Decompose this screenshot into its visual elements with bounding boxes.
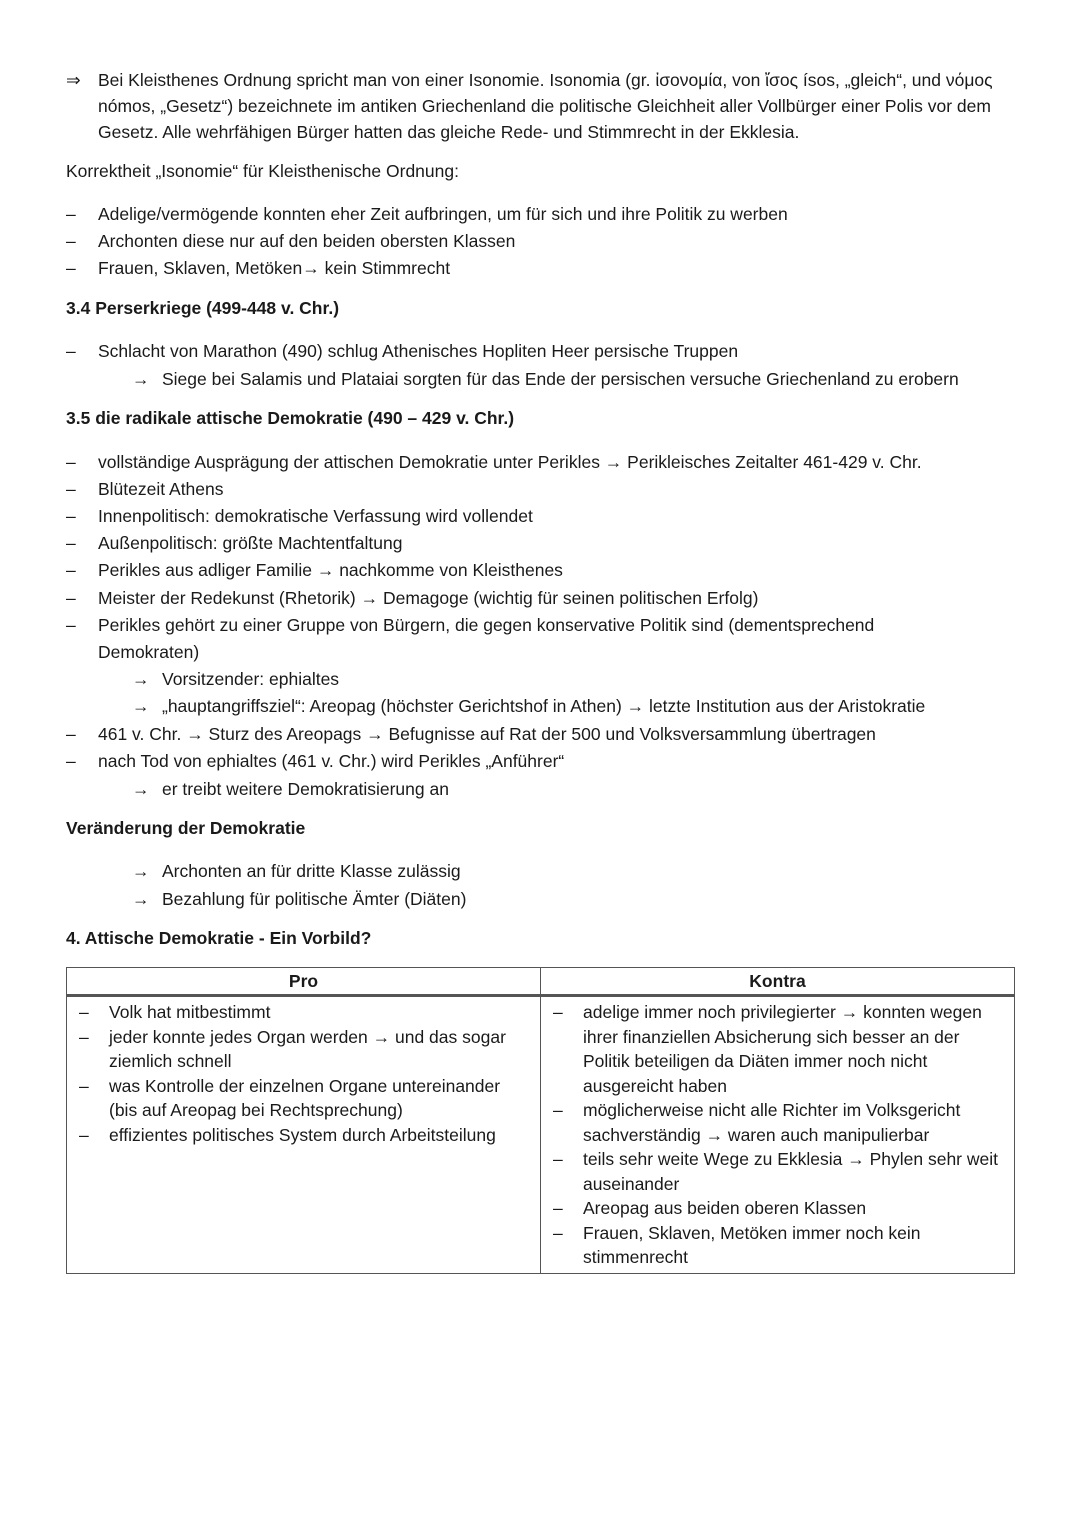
list-item: – Innenpolitisch: demokratische Verfassung wird vollendet bbox=[66, 506, 533, 526]
sub-item: → Vorsitzender: ephialtes bbox=[132, 666, 339, 693]
list-item: – 461 v. Chr. → Sturz des Areopags → Befugnisse auf Rat der 500 und Volksversammlung übertragen bbox=[66, 724, 876, 744]
pro-header: Pro bbox=[67, 968, 541, 996]
sub-item: → er treibt weitere Demokratisierung an bbox=[132, 776, 449, 803]
list-item: – Schlacht von Marathon (490) schlug Athenisches Hopliten Heer persische Truppen bbox=[66, 341, 739, 361]
section-heading-veraenderung: Veränderung der Demokratie bbox=[66, 818, 306, 838]
list-item: – vollständige Ausprägung der attischen Demokratie unter Perikles → Perikleisches Zeitalter 461-429 v. Chr. bbox=[66, 452, 922, 472]
arrow-icon: → bbox=[132, 779, 150, 799]
pro-kontra-table bbox=[66, 967, 1015, 1274]
list-item: – Meister der Redekunst (Rhetorik) → Demagoge (wichtig für seinen politischen Erfolg) bbox=[66, 588, 759, 608]
kontra-cell bbox=[541, 996, 1015, 1274]
list-item: – Blütezeit Athens bbox=[66, 479, 224, 499]
pro-item: – effizientes politisches System durch Arbeitsteilung bbox=[79, 1124, 496, 1145]
pro-item: – was Kontrolle der einzelnen Organe untereinander (bis auf Areopag bei Rechtsprechung) bbox=[79, 1075, 501, 1120]
section-heading-vorbild: 4. Attische Demokratie - Ein Vorbild? bbox=[66, 928, 372, 948]
list-item: – Archonten diese nur auf den beiden obersten Klassen bbox=[66, 231, 516, 251]
sub-item: → „hauptangriffsziel“: Areopag (höchster Gerichtshof in Athen) → letzte Institution aus der Aristokratie bbox=[132, 693, 925, 720]
section-heading-demokratie: 3.5 die radikale attische Demokratie (490 – 429 v. Chr.) bbox=[66, 408, 515, 428]
kontra-item: – adelige immer noch privilegierter → konnten wegen ihrer finanziellen Absicherung sich besser an der Politik beteiligen da Diäten immer noch nicht ausgereicht haben bbox=[553, 1002, 982, 1096]
arrow-icon: → bbox=[132, 669, 150, 689]
isonomie-intro bbox=[66, 67, 996, 145]
arrow-icon: → bbox=[132, 889, 150, 909]
sub-item: → Siege bei Salamis und Plataiai sorgten für das Ende der persischen versuche Griechenland zu erobern bbox=[132, 366, 959, 393]
list-item: – Adelige/vermögende konnten eher Zeit aufbringen, um für sich und ihre Politik zu werben bbox=[66, 204, 788, 224]
list-item: – nach Tod von ephialtes (461 v. Chr.) wird Perikles „Anführer“ bbox=[66, 751, 565, 771]
list-item: – Perikles gehört zu einer Gruppe von Bürgern, die gegen konservative Politik sind (dementsprechend Demokraten) bbox=[66, 615, 875, 662]
list-item: – Perikles aus adliger Familie → nachkomme von Kleisthenes bbox=[66, 560, 563, 580]
pro-item: – Volk hat mitbestimmt bbox=[79, 1002, 271, 1022]
sub-item: → Archonten an für dritte Klasse zulässig bbox=[132, 858, 461, 885]
kontra-item: – möglicherweise nicht alle Richter im Volksgericht sachverständig → waren auch manipulierbar bbox=[553, 1100, 961, 1145]
arrow-icon: → bbox=[132, 369, 150, 389]
kontra-item: – Frauen, Sklaven, Metöken immer noch kein stimmenrecht bbox=[553, 1222, 921, 1267]
pro-cell bbox=[67, 996, 541, 1274]
arrow-icon: → bbox=[132, 861, 150, 881]
sub-item: → Bezahlung für politische Ämter (Diäten) bbox=[132, 886, 466, 913]
kontra-item: – teils sehr weite Wege zu Ekklesia → Phylen sehr weit auseinander bbox=[553, 1149, 998, 1194]
intro-text: Bei Kleisthenes Ordnung spricht man von einer Isonomie. Isonomia (gr. ἰσονομία, von ἴσος ísos, „gleich“, und νόμος nómos, „Gesetz“) bezeichnete im antiken Griechenland die politische Gleichheit aller Vollbürger einer Polis vor dem Gesetz. Alle wehrfähigen Bürger hatten das gleiche Rede- und Stimmrecht in der Ekklesia. bbox=[98, 70, 993, 142]
kontra-item: – Areopag aus beiden oberen Klassen bbox=[553, 1198, 867, 1218]
list-item: – Außenpolitisch: größte Machtentfaltung bbox=[66, 533, 403, 553]
kontra-header: Kontra bbox=[541, 968, 1015, 996]
pro-item: – jeder konnte jedes Organ werden → und das sogar ziemlich schnell bbox=[79, 1026, 506, 1071]
list-item: – Frauen, Sklaven, Metöken→ kein Stimmrecht bbox=[66, 258, 451, 278]
implies-arrow-icon: ⇒ bbox=[66, 70, 81, 90]
isonomie-question: Korrektheit „Isonomie“ für Kleisthenische Ordnung: bbox=[66, 161, 459, 181]
section-heading-perserkriege: 3.4 Perserkriege (499-448 v. Chr.) bbox=[66, 298, 340, 318]
arrow-icon: → bbox=[132, 696, 150, 716]
